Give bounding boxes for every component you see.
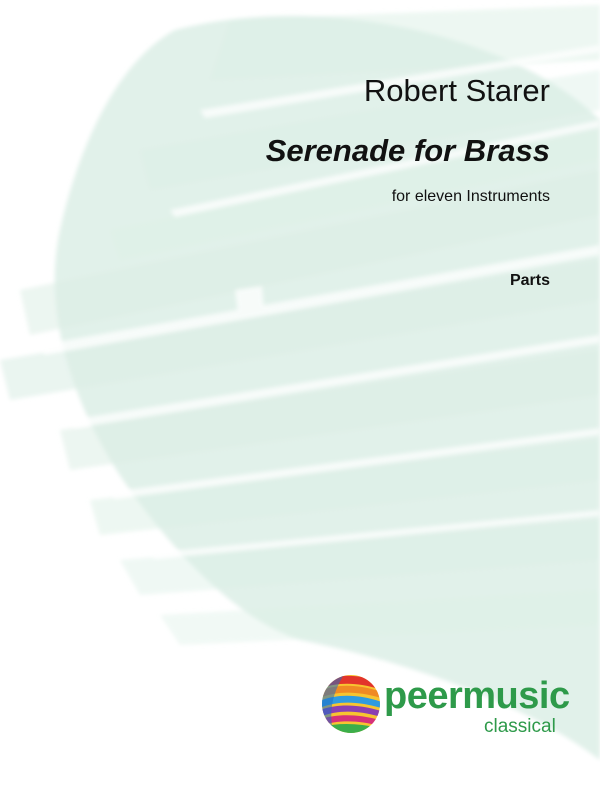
- publisher-name: peermusic: [384, 675, 570, 717]
- publisher-logo: [320, 673, 570, 745]
- edition-label: Parts: [509, 272, 550, 289]
- work-title: Serenade for Brass: [265, 133, 550, 168]
- peermusic-sphere-logo-icon: [320, 673, 382, 735]
- instrumentation-subtitle: for eleven Instruments: [391, 188, 550, 205]
- publisher-division: classical: [484, 716, 556, 737]
- composer-name: Robert Starer: [363, 73, 550, 108]
